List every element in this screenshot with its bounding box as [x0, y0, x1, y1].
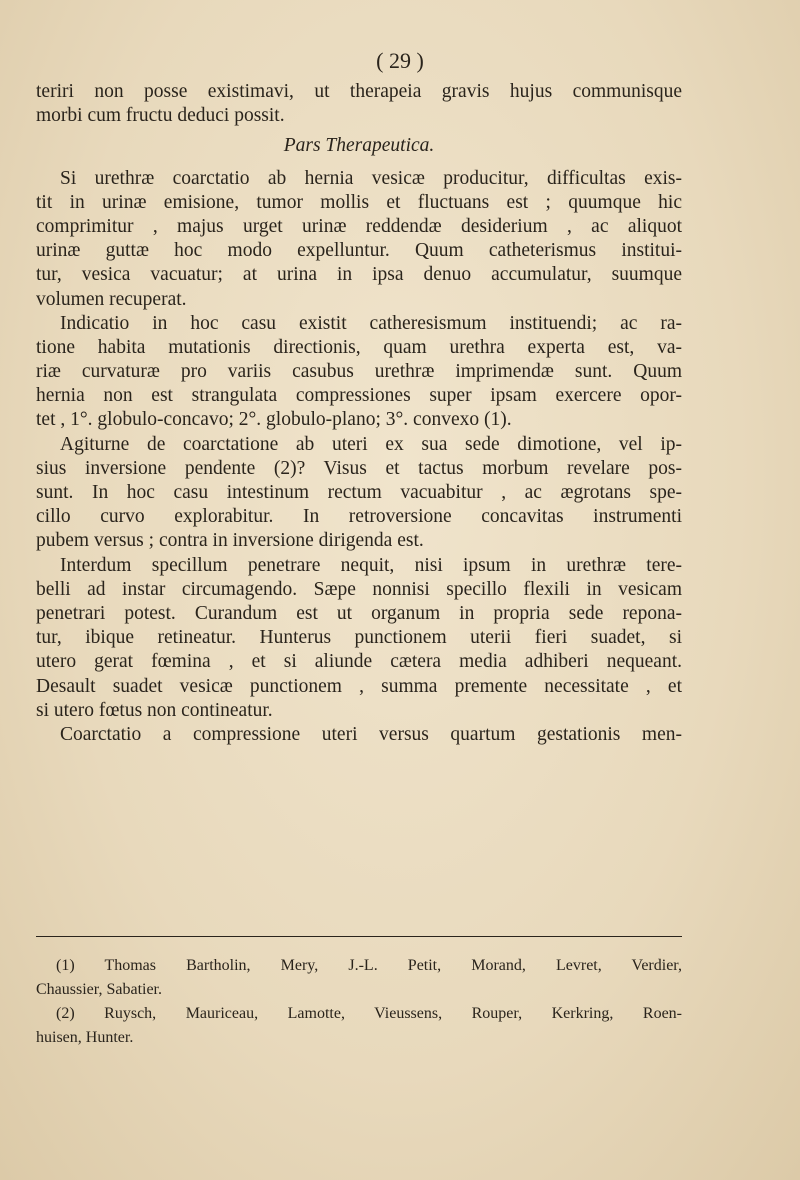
text-line: morbi cum fructu deduci possit.	[36, 105, 285, 127]
text-line: comprimitur , majus urget urinæ reddendæ desiderium , ac aliquot	[36, 215, 682, 237]
footnotes	[36, 954, 682, 1050]
text-line: tit in urinæ emisione, tumor mollis et fluctuans est ; quumque hic	[36, 191, 682, 213]
text-line: Si urethræ coarctatio ab hernia vesicæ producitur, difficultas exis-	[60, 167, 682, 189]
text-line: urinæ guttæ hoc modo expelluntur. Quum catheterismus institui-	[36, 240, 682, 262]
text-line: belli ad instar circumagendo. Sæpe nonnisi specillo flexili in vesicam	[36, 578, 682, 600]
text-line: hernia non est strangulata compressiones super ipsam exercere opor-	[36, 385, 682, 407]
text-line: penetrari potest. Curandum est ut organum in propria sede repona-	[36, 602, 682, 624]
main-text	[36, 80, 682, 747]
text-line: pubem versus ; contra in inversione dirigenda est.	[36, 530, 424, 552]
text-line: sunt. In hoc casu intestinum rectum vacuabitur , ac ægrotans spe-	[36, 482, 682, 503]
text-line: Interdum specillum penetrare nequit, nisi ipsum in urethræ tere-	[60, 554, 682, 576]
footnote-divider	[36, 936, 682, 937]
text-line: volumen recuperat.	[36, 288, 187, 310]
page-number: ( 29 )	[376, 48, 424, 73]
text-line: si utero fœtus non contineatur.	[36, 699, 273, 721]
footnote-line: huisen, Hunter.	[36, 1029, 134, 1046]
text-line: Indicatio in hoc casu existit catheresismum instituendi; ac ra-	[60, 312, 682, 334]
text-line: riæ curvaturæ pro variis casubus urethræ imprimendæ sunt. Quum	[36, 361, 682, 383]
text-line: utero gerat fœmina , et si aliunde cætera media adhiberi nequeant.	[36, 651, 682, 673]
text-line: tione habita mutationis directionis, quam urethra experta est, va-	[36, 336, 682, 358]
text-line: teriri non posse existimavi, ut therapeia gravis hujus communisque	[36, 81, 682, 102]
text-line: tur, vesica vacuatur; at urina in ipsa denuo accumulatur, suumque	[36, 264, 682, 286]
text-line: Agiturne de coarctatione ab uteri ex sua sede dimotione, vel ip-	[60, 433, 682, 455]
text-line: cillo curvo explorabitur. In retroversione concavitas instrumenti	[36, 506, 682, 528]
text-line: Coarctatio a compressione uteri versus quartum gestationis men-	[60, 723, 682, 745]
text-line: tur, ibique retineatur. Hunterus punctionem uterii fieri suadet, si	[36, 627, 682, 649]
footnote-line: (1) Thomas Bartholin, Mery, J.-L. Petit, Morand, Levret, Verdier,	[56, 957, 682, 974]
section-heading: Pars Therapeutica.	[283, 135, 435, 157]
text-line: tet , 1°. globulo-concavo; 2°. globulo-plano; 3°. convexo (1).	[36, 409, 512, 431]
text-line: sius inversione pendente (2)? Visus et tactus morbum revelare pos-	[36, 457, 682, 479]
footnote-line: Chaussier, Sabatier.	[36, 981, 162, 998]
footnote-line: (2) Ruysch, Mauriceau, Lamotte, Vieussens, Rouper, Kerkring, Roen-	[56, 1005, 682, 1022]
text-line: Desault suadet vesicæ punctionem , summa premente necessitate , et	[36, 675, 682, 697]
